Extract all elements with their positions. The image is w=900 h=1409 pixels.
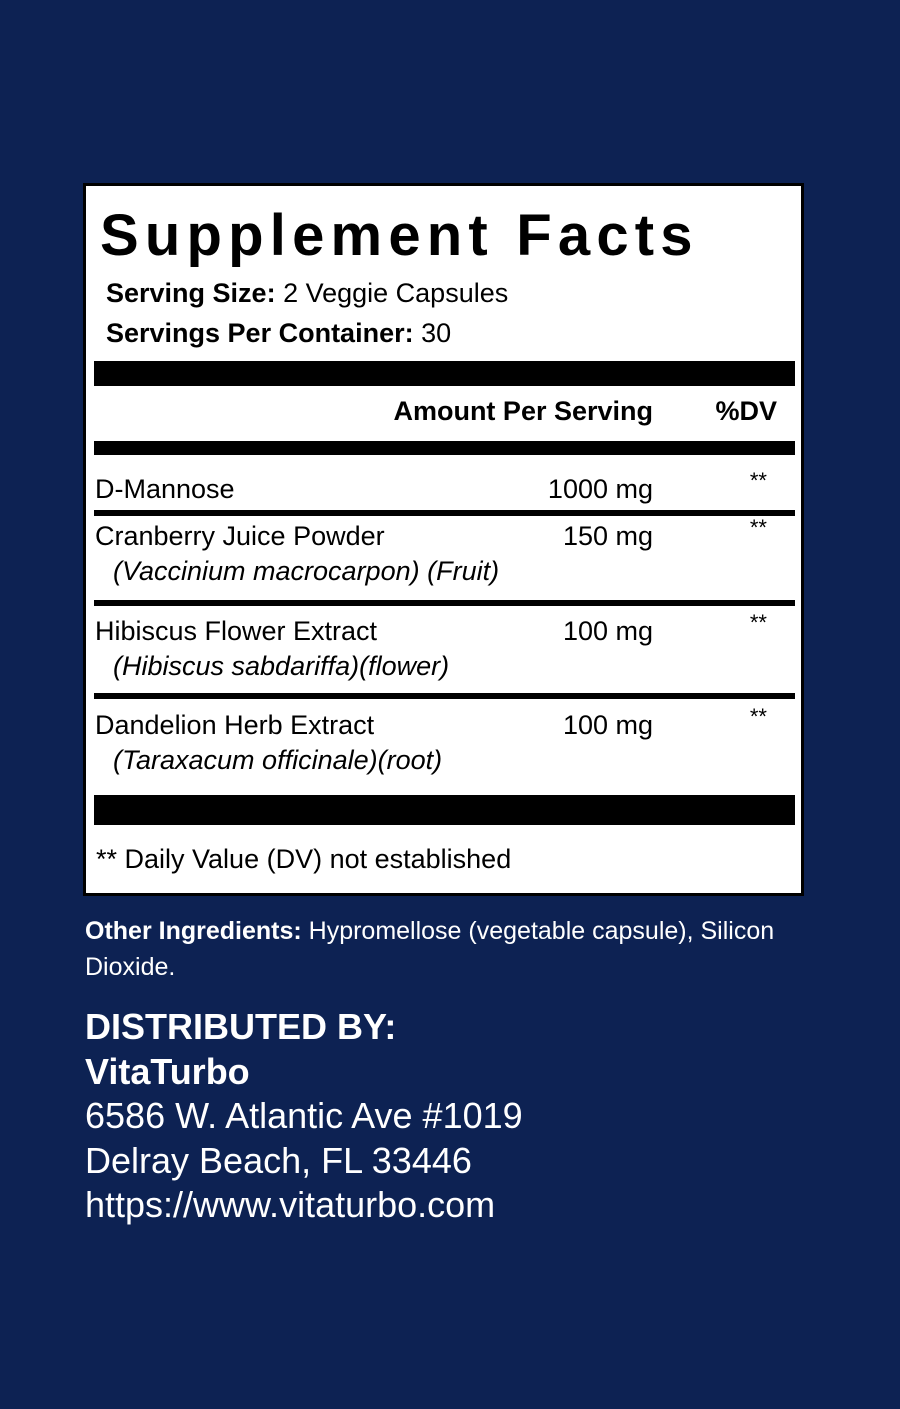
other-ingredients-label: Other Ingredients: [85,917,302,945]
serving-size-label: Serving Size: [106,278,276,308]
distributor-address-line2: Delray Beach, FL 33446 [85,1139,472,1181]
distributor-address-line1: 6586 W. Atlantic Ave #1019 [85,1095,523,1136]
ingredient-name: Cranberry Juice Powder [95,521,385,551]
ingredient-amount: 100 mg [562,616,653,646]
ingredient-dv: ** [749,610,767,635]
supplement-facts-panel [83,183,804,896]
ingredient-scientific-name: (Taraxacum officinale)(root) [113,745,443,775]
servings-per-container [106,318,451,349]
row-divider [94,600,795,606]
distributor-heading: DISTRIBUTED BY: [85,1006,397,1047]
header-daily-value: %DV [715,396,777,426]
ingredient-name: Hibiscus Flower Extract [95,616,378,646]
serving-size [106,278,508,309]
ingredient-dv: ** [749,515,767,540]
servings-label: Servings Per Container: [106,318,414,348]
daily-value-footnote: ** Daily Value (DV) not established [96,844,512,874]
header-amount-per-serving: Amount Per Serving [393,396,653,426]
thick-divider-header [94,441,795,455]
row-divider [94,510,795,516]
other-ingredients-value: Hypromellose (vegetable capsule), Silicon Dioxide. [85,917,775,981]
distributor-website: https://www.vitaturbo.com [85,1184,496,1225]
ingredient-scientific-name: (Vaccinium macrocarpon) (Fruit) [113,556,500,586]
ingredient-amount: 100 mg [562,710,653,740]
servings-value: 30 [413,318,452,348]
ingredient-scientific-name: (Hibiscus sabdariffa)(flower) [113,651,450,681]
thick-divider-top [94,361,795,386]
thick-divider-bottom [94,795,795,825]
ingredient-name: Dandelion Herb Extract [95,710,375,740]
distributor-block [85,1005,523,1228]
panel-title: Supplement Facts [100,203,699,268]
ingredient-amount: 1000 mg [547,474,653,504]
serving-size-value: 2 Veggie Capsules [275,278,509,308]
ingredient-name: D-Mannose [95,474,235,504]
ingredient-dv: ** [749,704,767,729]
other-ingredients [85,913,845,985]
ingredient-amount: 150 mg [562,521,653,551]
distributor-company: VitaTurbo [85,1050,250,1092]
row-divider [94,693,795,699]
ingredient-dv: ** [749,468,767,493]
